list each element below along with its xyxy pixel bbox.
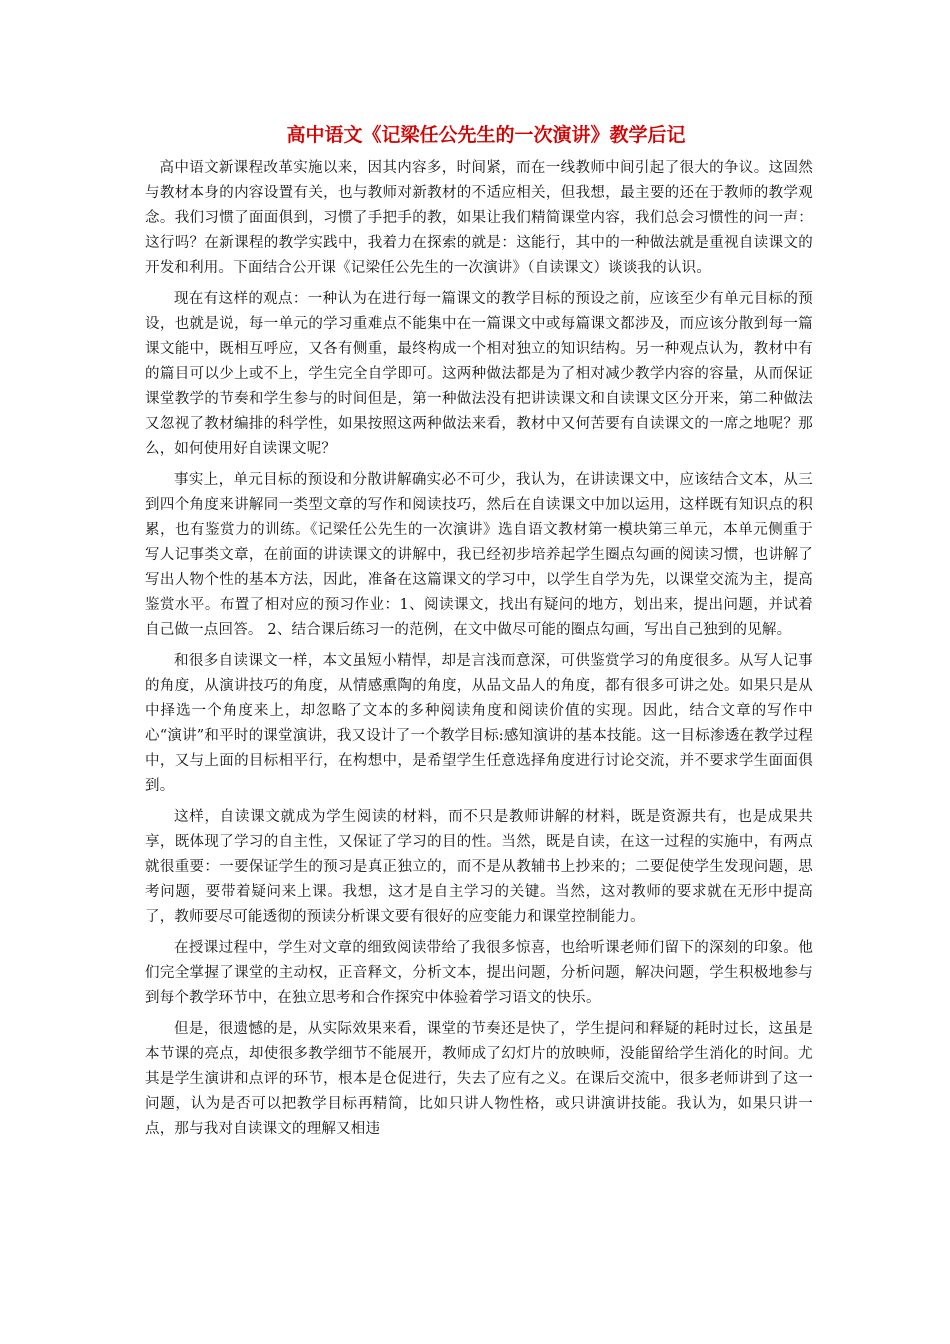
paragraph-3: 事实上，单元目标的预设和分散讲解确实必不可少，我认为，在讲读课文中，应该结合文本，从三到四个角度来讲解同一类型文章的写作和阅读技巧，然后在自读课文中加以运用，这样既有知识点的积累，也有鉴赏力的训练。《记梁任公先生的一次演讲》选自语文教材第一模块第三单元，本单元侧重于写人记事类文章，在前面的讲读课文的讲解中，我已经初步培养起学生圈点勾画的阅读习惯，也讲解了写出人物个性的基本方法，因此，准备在这篇课文的学习中，以学生自学为先，以课堂交流为主，提高鉴赏水平。布置了相对应的预习作业：1、阅读课文，找出有疑问的地方，划出来，提出问题，并试着自己做一点回答。 2、结合课后练习一的范例，在文中做尽可能的圈点勾画，写出自己独到的见解。 <box>145 472 813 638</box>
paragraph-6: 在授课过程中，学生对文章的细致阅读带给了我很多惊喜，也给听课老师们留下的深刻的印象。他们完全掌握了课堂的主动权，正音释文，分析文本，提出问题，分析问题，解决问题，学生积极地参与到每个教学环节中，在独立思考和合作探究中体验着学习语文的快乐。 <box>145 940 813 1006</box>
document-page <box>145 118 813 1142</box>
paragraph-4: 和很多自读课文一样，本文虽短小精悍，却是言浅而意深，可供鉴赏学习的角度很多。从写人记事的角度，从演讲技巧的角度，从情感熏陶的角度，从品文品人的角度，都有很多可讲之处。如果只是从中择选一个角度来上，却忽略了文本的多种阅读角度和阅读价值的实现。因此，结合文章的写作中心“演讲”和平时的课堂演讲，我又设计了一个教学目标:感知演讲的基本技能。这一目标渗透在教学过程中，又与上面的目标相平行，在构想中，是希望学生任意选择角度进行讨论交流，并不要求学生面面俱到。 <box>145 653 813 794</box>
document-title: 高中语文《记梁任公先生的一次演讲》教学后记 <box>286 124 686 146</box>
paragraph-5: 这样，自读课文就成为学生阅读的材料，而不只是教师讲解的材料，既是资源共有，也是成果共享，既体现了学习的自主性，又保证了学习的目的性。当然，既是自读，在这一过程的实施中，有两点就很重要：一要保证学生的预习是真正独立的，而不是从教辅书上抄来的；二要促使学生发现问题，思考问题，要带着疑问来上课。我想，这才是自主学习的关键。当然，这对教师的要求就在无形中提高了，教师要尽可能透彻的预读分析课文要有很好的应变能力和课堂控制能力。 <box>145 809 813 925</box>
paragraph-2: 现在有这样的观点：一种认为在进行每一篇课文的教学目标的预设之前，应该至少有单元目标的预设，也就是说，每一单元的学习重难点不能集中在一篇课文中或每篇课文都涉及，而应该分散到每一篇课文能中，既相互呼应，又各有侧重，最终构成一个相对独立的知识结构。另一种观点认为，教材中有的篇目可以少上或不上，学生完全自学即可。这两种做法都是为了相对减少教学内容的容量，从而保证课堂教学的节奏和学生参与的时间但是，第一种做法没有把讲读课文和自读课文区分开来，第二种做法又忽视了教材编排的科学性，如果按照这两种做法来看，教材中又何苦要有自读课文的一席之地呢？那么，如何使用好自读课文呢？ <box>145 291 813 457</box>
paragraph-1: 高中语文新课程改革实施以来，因其内容多，时间紧，而在一线教师中间引起了很大的争议。这固然与教材本身的内容设置有关，也与教师对新教材的不适应相关，但我想，最主要的还在于教师的教学观念。我们习惯了面面俱到，习惯了手把手的教，如果让我们精简课堂内容，我们总会习惯性的问一声：这行吗？在新课程的教学实践中，我着力在探索的就是：这能行，其中的一种做法就是重视自读课文的开发和利用。下面结合公开课《记梁任公先生的一次演讲》（自读课文）谈谈我的认识。 <box>145 160 813 276</box>
paragraph-7: 但是，很遗憾的是，从实际效果来看，课堂的节奏还是快了，学生提问和释疑的耗时过长，这虽是本节课的亮点，却使很多教学细节不能展开，教师成了幻灯片的放映师，没能留给学生消化的时间。尤其是学生演讲和点评的环节，根本是仓促进行，失去了应有之义。在课后交流中，很多老师讲到了这一问题，认为是否可以把教学目标再精简，比如只讲人物性格，或只讲演讲技能。我认为，如果只讲一点，那与我对自读课文的理解又相违 <box>145 1021 813 1137</box>
